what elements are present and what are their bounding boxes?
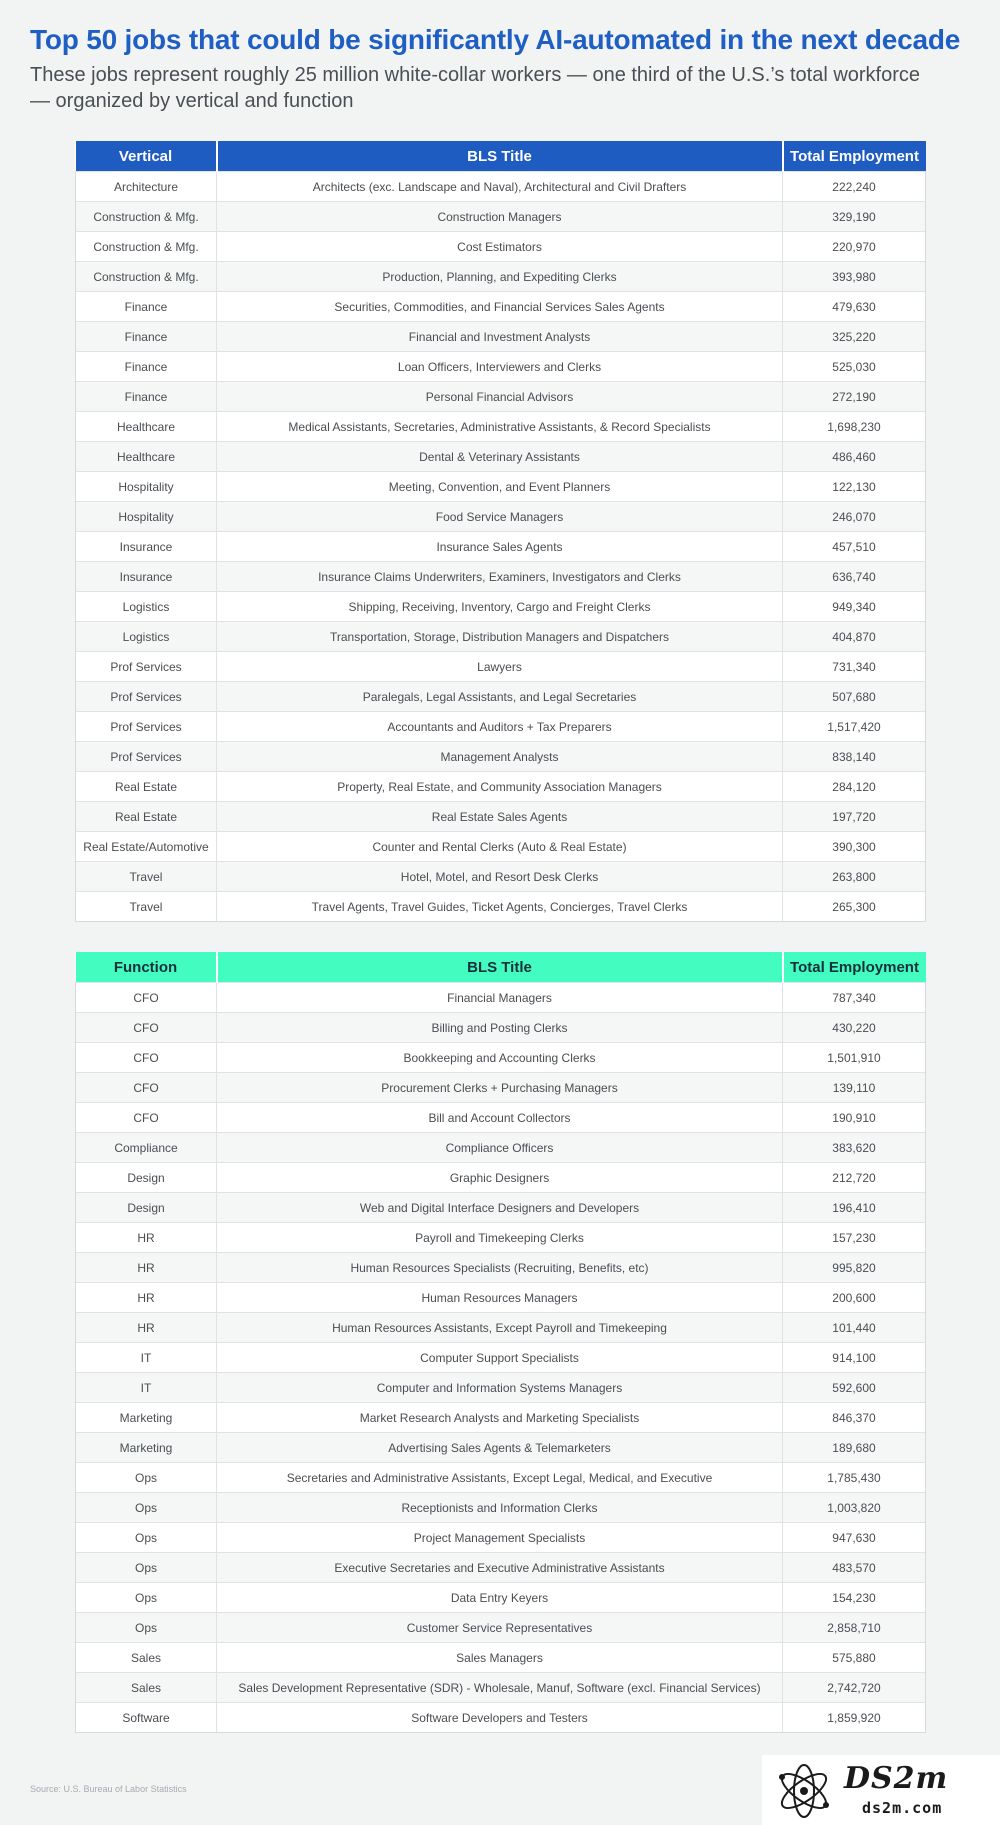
bls-title-cell: Meeting, Convention, and Event Planners [217,472,783,502]
employment-cell: 592,600 [783,1373,926,1403]
bls-title-cell: Computer and Information Systems Managers [217,1373,783,1403]
employment-cell: 479,630 [783,292,926,322]
table-row [76,622,926,652]
page-subtitle: These jobs represent roughly 25 million white-collar workers — one third of the U.S.’s total workforce — organized by vertical and function [30,64,921,112]
logo-wordmark: DS2m [844,1761,949,1796]
employment-cell: 272,190 [783,382,926,412]
bls-title-cell: Bookkeeping and Accounting Clerks [217,1043,783,1073]
table-row [76,1523,926,1553]
table-row [76,983,926,1013]
employment-cell: 787,340 [783,983,926,1013]
table-row [76,1673,926,1703]
bls-title-cell: Financial and Investment Analysts [217,322,783,352]
group-cell: Ops [76,1493,217,1523]
group-cell: Construction & Mfg. [76,232,217,262]
bls-title-cell: Software Developers and Testers [217,1703,783,1733]
employment-cell: 246,070 [783,502,926,532]
table-row [76,472,926,502]
bls-title-cell: Payroll and Timekeeping Clerks [217,1223,783,1253]
employment-cell: 2,742,720 [783,1673,926,1703]
table-row [76,1373,926,1403]
employment-cell: 846,370 [783,1403,926,1433]
employment-cell: 995,820 [783,1253,926,1283]
function-table [75,952,926,1733]
column-header-vertical: Vertical [76,141,217,172]
table-row [76,772,926,802]
bls-title-cell: Paralegals, Legal Assistants, and Legal Secretaries [217,682,783,712]
employment-cell: 1,517,420 [783,712,926,742]
group-cell: CFO [76,983,217,1013]
bls-title-cell: Insurance Sales Agents [217,532,783,562]
bls-title-cell: Accountants and Auditors + Tax Preparers [217,712,783,742]
table-row [76,1283,926,1313]
employment-cell: 139,110 [783,1073,926,1103]
table-row [76,562,926,592]
table-row [76,802,926,832]
group-cell: Architecture [76,172,217,202]
bls-title-cell: Billing and Posting Clerks [217,1013,783,1043]
table-row [76,1103,926,1133]
table-row [76,862,926,892]
group-cell: Real Estate [76,772,217,802]
employment-cell: 393,980 [783,262,926,292]
logo-url: ds2m.com [862,1799,943,1817]
group-cell: HR [76,1223,217,1253]
column-header-total-employment: Total Employment [783,952,926,983]
bls-title-cell: Travel Agents, Travel Guides, Ticket Agents, Concierges, Travel Clerks [217,892,783,922]
employment-cell: 325,220 [783,322,926,352]
group-cell: Prof Services [76,652,217,682]
bls-title-cell: Loan Officers, Interviewers and Clerks [217,352,783,382]
bls-title-cell: Financial Managers [217,983,783,1013]
bls-title-cell: Shipping, Receiving, Inventory, Cargo and Freight Clerks [217,592,783,622]
table-header-row [76,141,926,172]
watermark-logo [762,1755,1000,1825]
group-cell: Design [76,1193,217,1223]
group-cell: CFO [76,1043,217,1073]
bls-title-cell: Customer Service Representatives [217,1613,783,1643]
group-cell: Ops [76,1463,217,1493]
bls-title-cell: Receptionists and Information Clerks [217,1493,783,1523]
employment-cell: 575,880 [783,1643,926,1673]
table-row [76,1463,926,1493]
group-cell: Ops [76,1553,217,1583]
table-row [76,442,926,472]
table-row [76,592,926,622]
group-cell: Finance [76,322,217,352]
table-row [76,1493,926,1523]
bls-title-cell: Management Analysts [217,742,783,772]
employment-cell: 197,720 [783,802,926,832]
page-title: Top 50 jobs that could be significantly AI-automated in the next decade [30,24,961,55]
bls-title-cell: Sales Development Representative (SDR) - Wholesale, Manuf, Software (excl. Financial Services) [217,1673,783,1703]
group-cell: Logistics [76,622,217,652]
table-row [76,322,926,352]
employment-cell: 947,630 [783,1523,926,1553]
group-cell: Insurance [76,562,217,592]
table-row [76,1583,926,1613]
table-row [76,1013,926,1043]
group-cell: Sales [76,1643,217,1673]
employment-cell: 731,340 [783,652,926,682]
bls-title-cell: Medical Assistants, Secretaries, Administrative Assistants, & Record Specialists [217,412,783,442]
group-cell: Hospitality [76,472,217,502]
table-row [76,1043,926,1073]
group-cell: IT [76,1373,217,1403]
group-cell: Finance [76,382,217,412]
group-cell: Software [76,1703,217,1733]
employment-cell: 122,130 [783,472,926,502]
group-cell: Marketing [76,1403,217,1433]
table-row [76,1163,926,1193]
group-cell: Finance [76,352,217,382]
table-row [76,202,926,232]
employment-cell: 507,680 [783,682,926,712]
bls-title-cell: Computer Support Specialists [217,1343,783,1373]
table-row [76,1253,926,1283]
table-row [76,172,926,202]
employment-cell: 2,858,710 [783,1613,926,1643]
group-cell: Travel [76,892,217,922]
table-row [76,1133,926,1163]
bls-title-cell: Securities, Commodities, and Financial Services Sales Agents [217,292,783,322]
group-cell: Compliance [76,1133,217,1163]
bls-title-cell: Counter and Rental Clerks (Auto & Real Estate) [217,832,783,862]
group-cell: Prof Services [76,682,217,712]
table-row [76,292,926,322]
bls-title-cell: Advertising Sales Agents & Telemarketers [217,1433,783,1463]
table-row [76,742,926,772]
table-row [76,682,926,712]
group-cell: Construction & Mfg. [76,262,217,292]
bls-title-cell: Transportation, Storage, Distribution Managers and Dispatchers [217,622,783,652]
employment-cell: 154,230 [783,1583,926,1613]
table-row [76,1403,926,1433]
employment-cell: 1,698,230 [783,412,926,442]
bls-title-cell: Human Resources Specialists (Recruiting, Benefits, etc) [217,1253,783,1283]
group-cell: Healthcare [76,412,217,442]
bls-title-cell: Property, Real Estate, and Community Association Managers [217,772,783,802]
column-header-bls-title: BLS Title [217,952,783,983]
group-cell: Ops [76,1613,217,1643]
group-cell: Hospitality [76,502,217,532]
source-note: Source: U.S. Bureau of Labor Statistics [30,1784,187,1794]
employment-cell: 457,510 [783,532,926,562]
employment-cell: 189,680 [783,1433,926,1463]
group-cell: Healthcare [76,442,217,472]
bls-title-cell: Construction Managers [217,202,783,232]
group-cell: Finance [76,292,217,322]
bls-title-cell: Hotel, Motel, and Resort Desk Clerks [217,862,783,892]
bls-title-cell: Secretaries and Administrative Assistants, Except Legal, Medical, and Executive [217,1463,783,1493]
employment-cell: 329,190 [783,202,926,232]
table-row [76,1073,926,1103]
atom-logo-icon [774,1761,834,1821]
table-row [76,1553,926,1583]
bls-title-cell: Compliance Officers [217,1133,783,1163]
bls-title-cell: Graphic Designers [217,1163,783,1193]
table-row [76,232,926,262]
table-row [76,262,926,292]
group-cell: Design [76,1163,217,1193]
employment-cell: 838,140 [783,742,926,772]
vertical-table [75,141,926,922]
table-row [76,382,926,412]
bls-title-cell: Human Resources Assistants, Except Payroll and Timekeeping [217,1313,783,1343]
bls-title-cell: Market Research Analysts and Marketing Specialists [217,1403,783,1433]
employment-cell: 404,870 [783,622,926,652]
column-header-function: Function [76,952,217,983]
group-cell: HR [76,1283,217,1313]
bls-title-cell: Procurement Clerks + Purchasing Managers [217,1073,783,1103]
employment-cell: 914,100 [783,1343,926,1373]
table-row [76,1433,926,1463]
group-cell: Ops [76,1583,217,1613]
employment-cell: 430,220 [783,1013,926,1043]
employment-cell: 486,460 [783,442,926,472]
table-row [76,502,926,532]
employment-cell: 525,030 [783,352,926,382]
table-row [76,1223,926,1253]
employment-cell: 196,410 [783,1193,926,1223]
group-cell: Prof Services [76,742,217,772]
bls-title-cell: Real Estate Sales Agents [217,802,783,832]
group-cell: CFO [76,1013,217,1043]
table-row [76,712,926,742]
table-row [76,1613,926,1643]
employment-cell: 200,600 [783,1283,926,1313]
group-cell: HR [76,1253,217,1283]
employment-cell: 390,300 [783,832,926,862]
employment-cell: 1,003,820 [783,1493,926,1523]
bls-title-cell: Bill and Account Collectors [217,1103,783,1133]
table-header-row [76,952,926,983]
group-cell: Logistics [76,592,217,622]
group-cell: Real Estate/Automotive [76,832,217,862]
bls-title-cell: Web and Digital Interface Designers and Developers [217,1193,783,1223]
employment-cell: 265,300 [783,892,926,922]
group-cell: Travel [76,862,217,892]
bls-title-cell: Human Resources Managers [217,1283,783,1313]
employment-cell: 636,740 [783,562,926,592]
column-header-bls-title: BLS Title [217,141,783,172]
group-cell: Real Estate [76,802,217,832]
bls-title-cell: Project Management Specialists [217,1523,783,1553]
group-cell: Construction & Mfg. [76,202,217,232]
group-cell: HR [76,1313,217,1343]
group-cell: IT [76,1343,217,1373]
table-row [76,352,926,382]
bls-title-cell: Food Service Managers [217,502,783,532]
employment-cell: 212,720 [783,1163,926,1193]
table-row [76,1193,926,1223]
table-row [76,412,926,442]
table-row [76,532,926,562]
group-cell: Ops [76,1523,217,1553]
table-row [76,832,926,862]
employment-cell: 157,230 [783,1223,926,1253]
employment-cell: 220,970 [783,232,926,262]
table-row [76,892,926,922]
employment-cell: 383,620 [783,1133,926,1163]
group-cell: Insurance [76,532,217,562]
group-cell: Sales [76,1673,217,1703]
employment-cell: 101,440 [783,1313,926,1343]
table-row [76,1343,926,1373]
bls-title-cell: Architects (exc. Landscape and Naval), Architectural and Civil Drafters [217,172,783,202]
bls-title-cell: Lawyers [217,652,783,682]
bls-title-cell: Cost Estimators [217,232,783,262]
group-cell: Prof Services [76,712,217,742]
bls-title-cell: Sales Managers [217,1643,783,1673]
employment-cell: 284,120 [783,772,926,802]
bls-title-cell: Insurance Claims Underwriters, Examiners, Investigators and Clerks [217,562,783,592]
employment-cell: 190,910 [783,1103,926,1133]
table-row [76,1703,926,1733]
bls-title-cell: Dental & Veterinary Assistants [217,442,783,472]
employment-cell: 1,785,430 [783,1463,926,1493]
table-row [76,652,926,682]
employment-cell: 222,240 [783,172,926,202]
group-cell: Marketing [76,1433,217,1463]
bls-title-cell: Production, Planning, and Expediting Clerks [217,262,783,292]
table-row [76,1313,926,1343]
employment-cell: 949,340 [783,592,926,622]
table-row [76,1643,926,1673]
group-cell: CFO [76,1073,217,1103]
employment-cell: 263,800 [783,862,926,892]
bls-title-cell: Executive Secretaries and Executive Administrative Assistants [217,1553,783,1583]
column-header-total-employment: Total Employment [783,141,926,172]
employment-cell: 1,859,920 [783,1703,926,1733]
bls-title-cell: Data Entry Keyers [217,1583,783,1613]
employment-cell: 483,570 [783,1553,926,1583]
bls-title-cell: Personal Financial Advisors [217,382,783,412]
employment-cell: 1,501,910 [783,1043,926,1073]
group-cell: CFO [76,1103,217,1133]
